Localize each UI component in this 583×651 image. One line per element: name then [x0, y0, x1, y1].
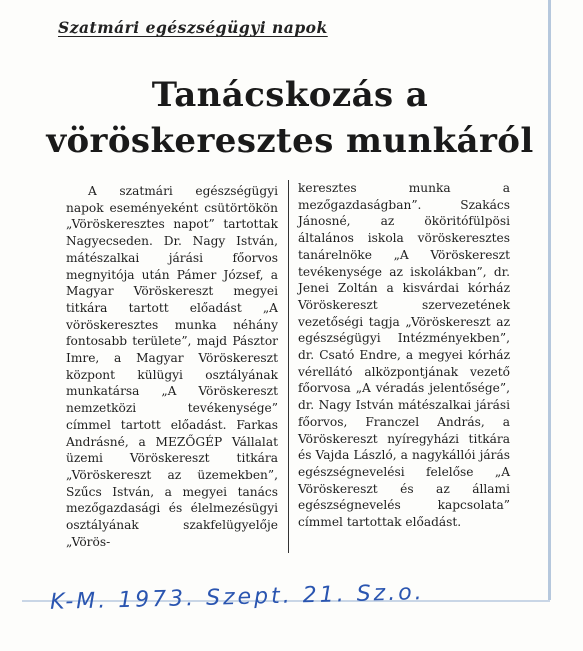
title-line-1: Tanácskozás a — [151, 75, 429, 115]
article-column-1 — [66, 183, 278, 550]
column-2-text: keresztes munka a mezőgazdaságban”. Szakács Jánosné, az ököritófülpösi általános iskola vöröskeresztes tanárelnöke „A Vöröskereszt tevékenysége az iskolákban”, dr. Jenei Zoltán a kisvárdai kórház Vöröskereszt szervezetének vezetőségi tagja „Vöröskereszt az egészségügyi Intézményekben”, dr. Csató Endre, a megyei kórház vérellátó alközpontjának vezető főorvosa „A véradás jelentősége”, dr. Nagy István mátészalkai járási főorvos, Franczel András, a Vöröskereszt nyíregyházi titkára és Vajda László, a nagykállói járás egészségnevelési felelőse „A Vöröskereszt és az állami egészségnevelés kapcsolata” címmel tartottak előadást. — [298, 181, 510, 530]
handwritten-date-note: K-M. 1973. Szept. 21. Sz.o. — [49, 580, 425, 615]
paper-edge-right — [548, 0, 551, 600]
column-1-text: A szatmári egészségügyi napok eseményeként csütörtökön „Vöröskeresztes napot” tartottak Nagyecseden. Dr. Nagy István, mátészalkai járási főorvos megnyitója után Pámer József, a Magyar Vöröskereszt megyei titkára tartott előadást „A vöröskeresztes munka néhány fontosabb területe”, majd Pásztor Imre, a Magyar Vöröskereszt központ külügyi osztályának munkatársa „A Vöröskereszt nemzetközi tevékenysége” címmel tartott előadást. Farkas Andrásné, a MEZŐGÉP Vállalat üzemi Vöröskereszt titkára „Vöröskereszt az üzemekben”, Szűcs István, a megyei tanács mezőgazdasági és élelmezésügyi osztályának szakfelügyelője „Vörös- — [66, 184, 278, 549]
article-title — [40, 72, 540, 164]
article-column-2 — [298, 180, 510, 531]
section-rubric: Szatmári egészségügyi napok — [58, 18, 328, 37]
column-divider — [288, 180, 289, 553]
title-line-2: vöröskeresztes munkáról — [46, 121, 534, 161]
